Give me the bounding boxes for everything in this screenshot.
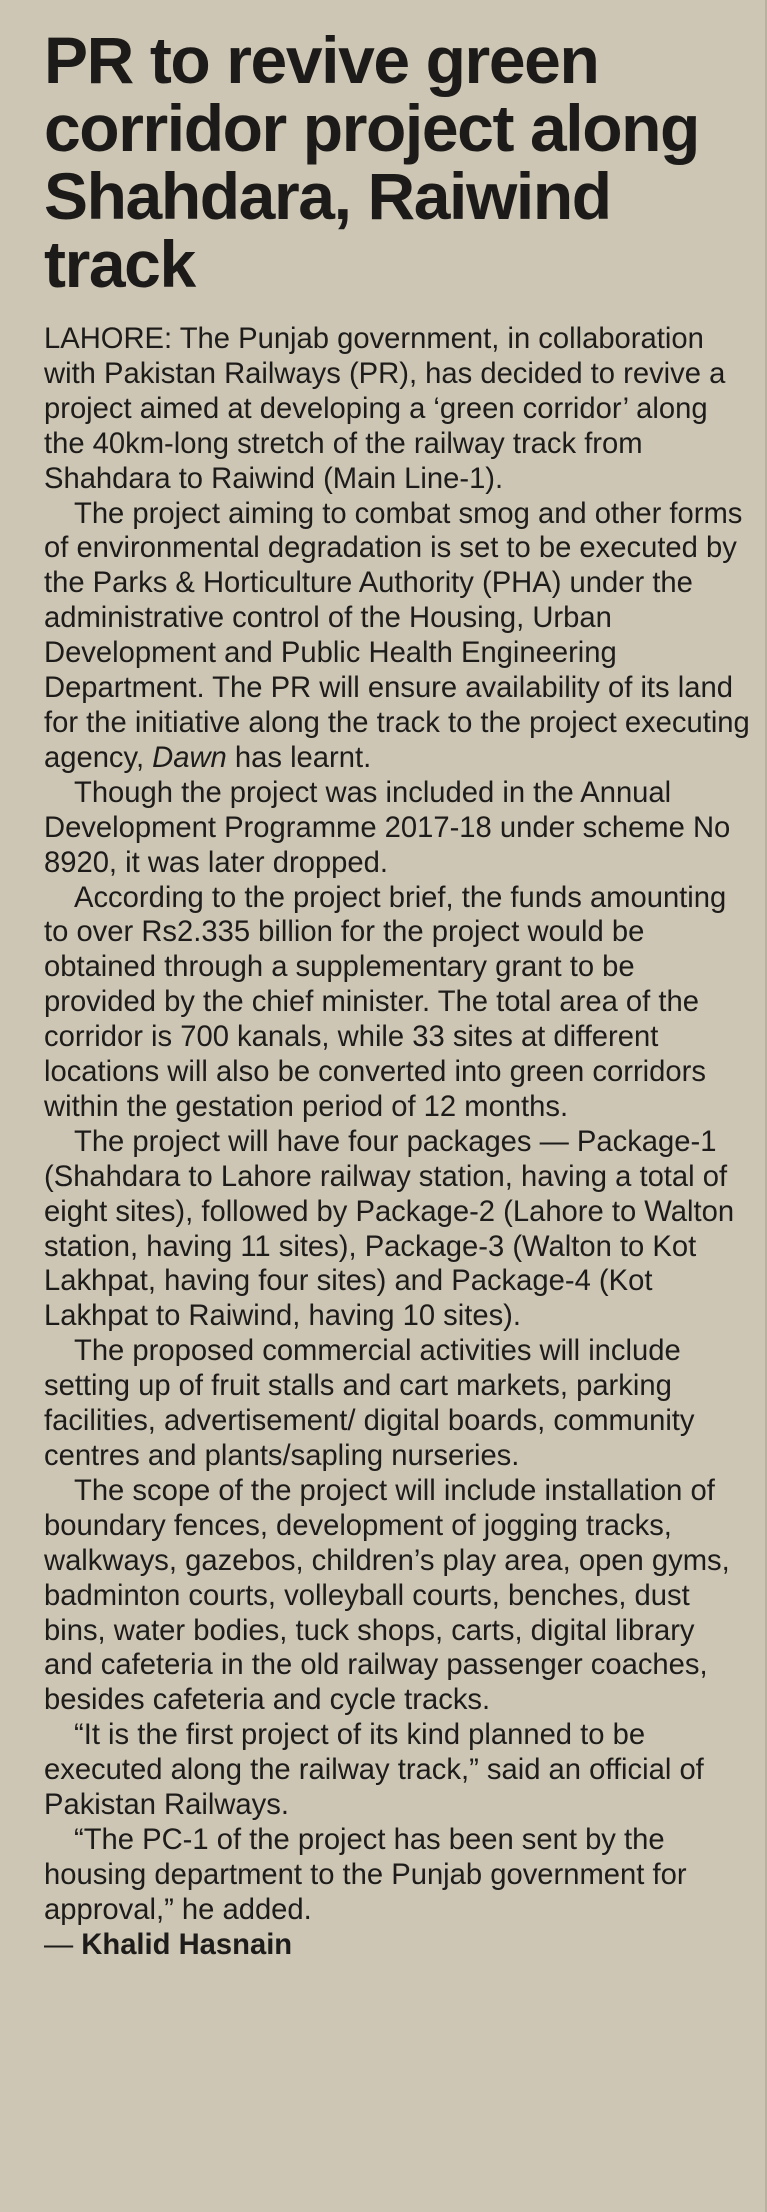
article-body <box>44 322 751 1963</box>
byline <box>44 1928 751 1963</box>
article-paragraph <box>44 497 751 776</box>
byline-dash: — <box>44 1928 74 1961</box>
headline: PR to revive green corridor project along Shahdara, Raiwind track <box>44 23 699 301</box>
paragraph-ending: has learnt. <box>226 741 372 774</box>
article-paragraph: LAHORE: The Punjab government, in collaboration with Pakistan Railways (PR), has decided to revive a project aimed at developing a ‘green corridor’ along the 40km-long stretch of the railway track from Shahdara to Raiwind (Main Line-1). <box>44 323 726 495</box>
article-paragraph: “It is the first project of its kind planned to be executed along the railway track,” said an official of Pakistan Railways. <box>44 1719 704 1822</box>
paragraph-text: The project aiming to combat smog and other forms of environmental degradation is set to be executed by the Parks & Horticulture Authority (PHA) under the administrative control of the Housing, Urban Development and Public Health Engineering Department. The PR will ensure availability of its land for the initiative along the track to the project executing agency, <box>44 497 750 774</box>
article-paragraph: According to the project brief, the funds amounting to over Rs2.335 billion for the project would be obtained through a supplementary grant to be provided by the chief minister. The total area of the corridor is 700 kanals, while 33 sites at different locations will also be converted into green corridors within the gestation period of 12 months. <box>44 881 727 1123</box>
article-paragraph: The project will have four packages — Package-1 (Shahdara to Lahore railway station, having a total of eight sites), followed by Package-2 (Lahore to Walton station, having 11 sites), Package-3 (Walton to Kot Lakhpat, having four sites) and Package-4 (Kot Lakhpat to Raiwind, having 10 sites). <box>44 1125 735 1333</box>
article-paragraph: “The PC-1 of the project has been sent by the housing department to the Punjab government for approval,” he added. <box>44 1823 687 1926</box>
article-paragraph: The proposed commercial activities will include setting up of fruit stalls and cart markets, parking facilities, advertisement/ digital boards, community centres and plants/sapling nurseries. <box>44 1335 695 1472</box>
byline-author: Khalid Hasnain <box>81 1928 293 1961</box>
publication-name: Dawn <box>152 741 227 774</box>
article-paragraph: The scope of the project will include installation of boundary fences, development of jogging tracks, walkways, gazebos, children’s play area, open gyms, badminton courts, volleyball courts, benches, dust bins, water bodies, tuck shops, carts, digital library and cafeteria in the old railway passenger coaches, besides cafeteria and cycle tracks. <box>44 1474 730 1717</box>
article-paragraph: Though the project was included in the Annual Development Programme 2017-18 under scheme No 8920, it was later dropped. <box>44 776 731 879</box>
